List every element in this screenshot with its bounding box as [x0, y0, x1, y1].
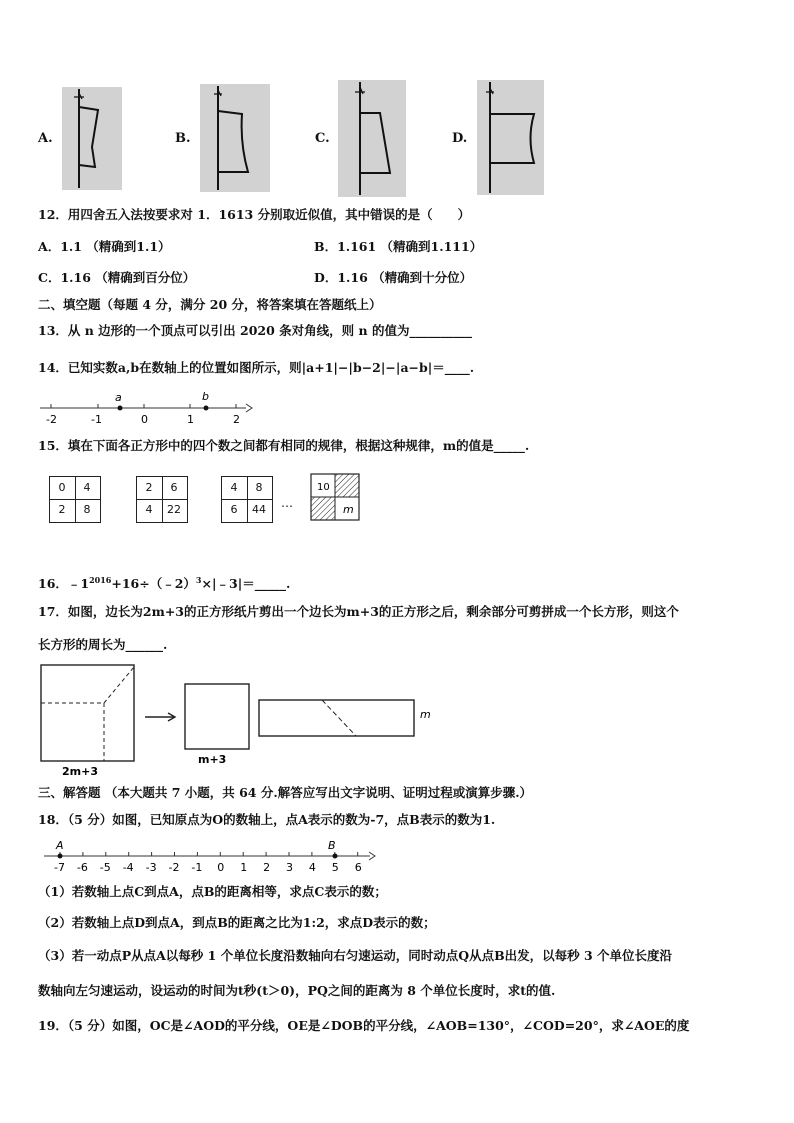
q14-tick: 1 — [187, 413, 194, 426]
tick-label: 4 — [308, 861, 316, 874]
q16-part: +16÷（﹣2） — [111, 576, 196, 592]
tick-label: 2 — [263, 861, 271, 874]
q13-text: 13．从 n 边形的一个顶点可以引出 2020 条对角线，则 n 的值为__________ — [38, 323, 472, 338]
tick-label: 0 — [217, 861, 225, 874]
big-square — [41, 665, 134, 761]
middle-square — [185, 684, 249, 749]
number-square — [49, 476, 101, 523]
tick-label: 1 — [240, 861, 248, 874]
q16-part: ×|﹣3|＝_____. — [201, 576, 291, 592]
q12-option-c: C．1.16 （精确到百分位） — [38, 270, 196, 285]
label-m: m — [420, 708, 431, 721]
q16-exponent: 3 — [195, 575, 202, 585]
point-b-label: b — [202, 390, 209, 403]
cell-tr: 4 — [83, 481, 91, 494]
flag-figure-a — [62, 87, 122, 190]
cell-tl: 10 — [317, 482, 330, 493]
option-c-label: C. — [315, 131, 330, 146]
q12-option-a: A．1.1 （精确到1.1） — [38, 239, 171, 254]
section-2-heading: 二、填空题（每题 4 分，满分 20 分，将答案填在答题纸上） — [38, 297, 382, 312]
hatched-cell — [335, 474, 359, 497]
number-square — [221, 476, 273, 523]
hatched-cell — [311, 497, 335, 520]
q14-tick: 2 — [233, 413, 240, 426]
cell-br: 22 — [167, 503, 181, 516]
tick-label: -5 — [99, 861, 111, 874]
q16-exponent: 2016 — [89, 575, 112, 585]
flag-figure-d — [477, 80, 544, 195]
option-c-figure — [338, 80, 406, 197]
cell-bl: 4 — [145, 503, 153, 516]
section-3-heading: 三、解答题 （本大题共 7 小题，共 64 分.解答应写出文字说明、证明过程或演算步骤.） — [38, 785, 533, 800]
q18-part1: （1）若数轴上点C到点A，点B的距离相等，求点C表示的数； — [38, 884, 387, 899]
q14-number-line — [36, 388, 256, 428]
cell-tl: 4 — [230, 481, 238, 494]
point-A — [58, 854, 63, 859]
q12-option-b: B．1.161 （精确到1.111） — [314, 239, 483, 254]
q14-tick: -1 — [91, 413, 102, 426]
tick-label: -4 — [122, 861, 134, 874]
q12-option-d: D．1.16 （精确到十分位） — [314, 270, 473, 285]
cell-bl: 2 — [58, 503, 66, 516]
cell-br: 44 — [252, 503, 266, 516]
cell-tr: 8 — [255, 481, 263, 494]
q18-part2: （2）若数轴上点D到点A，到点B的距离之比为1:2，求点D表示的数； — [38, 915, 436, 930]
cell-tl: 0 — [58, 481, 66, 494]
label-m-plus-3: m+3 — [198, 753, 227, 766]
option-b-label: B. — [175, 131, 191, 146]
flag-figure-c — [338, 80, 406, 197]
option-d-figure — [477, 80, 544, 195]
q14-tick: -2 — [46, 413, 57, 426]
cell-tr: 6 — [170, 481, 178, 494]
q17-figure — [36, 660, 456, 778]
q18-part3-line1: （3）若一动点P从点A以每秒 1 个单位长度沿数轴向右匀速运动，同时动点Q从点B出发，以每秒 3 个单位长度沿 — [38, 948, 673, 963]
q18-stem: 18．（5 分）如图，已知原点为O的数轴上，点A表示的数为-7，点B表示的数为1. — [38, 812, 496, 827]
tick-label: 3 — [286, 861, 293, 874]
cell-bl: 6 — [230, 503, 238, 516]
q18-part3-line2: 数轴向左匀速运动，设运动的时间为t秒(t＞0)，PQ之间的距离为 8 个单位长度时，求t的值. — [38, 983, 556, 998]
option-d-label: D. — [452, 131, 468, 146]
q15-text: 15．填在下面各正方形中的四个数之间都有相同的规律，根据这种规律，m的值是_____. — [38, 438, 530, 453]
q18-number-line — [36, 836, 382, 876]
option-a-label: A. — [38, 131, 53, 146]
point-B — [333, 854, 338, 859]
q14-tick: 0 — [141, 413, 148, 426]
point-B-label: B — [328, 839, 336, 852]
long-rectangle — [259, 700, 414, 736]
tick-label: 5 — [331, 861, 339, 874]
q16-part: 16．﹣1 — [38, 576, 90, 592]
q12-stem: 12．用四舍五入法按要求对 1．1613 分别取近似值，其中错误的是（ ） — [38, 207, 471, 222]
q17-line2: 长方形的周长为______. — [38, 637, 168, 652]
point-b — [204, 406, 209, 411]
tick-label: 6 — [354, 861, 362, 874]
cell-tl: 2 — [145, 481, 153, 494]
option-a-figure — [62, 87, 122, 190]
flag-figure-b — [200, 84, 270, 192]
q17-line1: 17．如图，边长为2m+3的正方形纸片剪出一个边长为m+3的正方形之后，剩余部分可剪拼成一个长方形，则这个 — [38, 604, 679, 619]
cell-m: m — [343, 503, 354, 516]
cell-br: 8 — [83, 503, 91, 516]
tick-label: -3 — [145, 861, 157, 874]
point-a — [118, 406, 123, 411]
number-square — [136, 476, 188, 523]
ellipsis: … — [281, 496, 293, 510]
q19-text: 19．（5 分）如图，OC是∠AOD的平分线，OE是∠DOB的平分线，∠AOB=130°，∠COD=20°，求∠AOE的度 — [38, 1018, 690, 1033]
q16-text — [38, 572, 290, 592]
option-b-figure — [200, 84, 270, 192]
label-2m-plus-3: 2m+3 — [62, 765, 98, 778]
tick-label: -7 — [54, 861, 65, 874]
point-a-label: a — [115, 391, 122, 404]
tick-label: -6 — [76, 861, 88, 874]
tick-label: -1 — [191, 861, 203, 874]
point-A-label: A — [56, 839, 64, 852]
tick-label: -2 — [168, 861, 180, 874]
q14-text: 14．已知实数a,b在数轴上的位置如图所示，则|a+1|−|b−2|−|a−b|＝____. — [38, 360, 475, 375]
number-square-last — [310, 473, 360, 521]
